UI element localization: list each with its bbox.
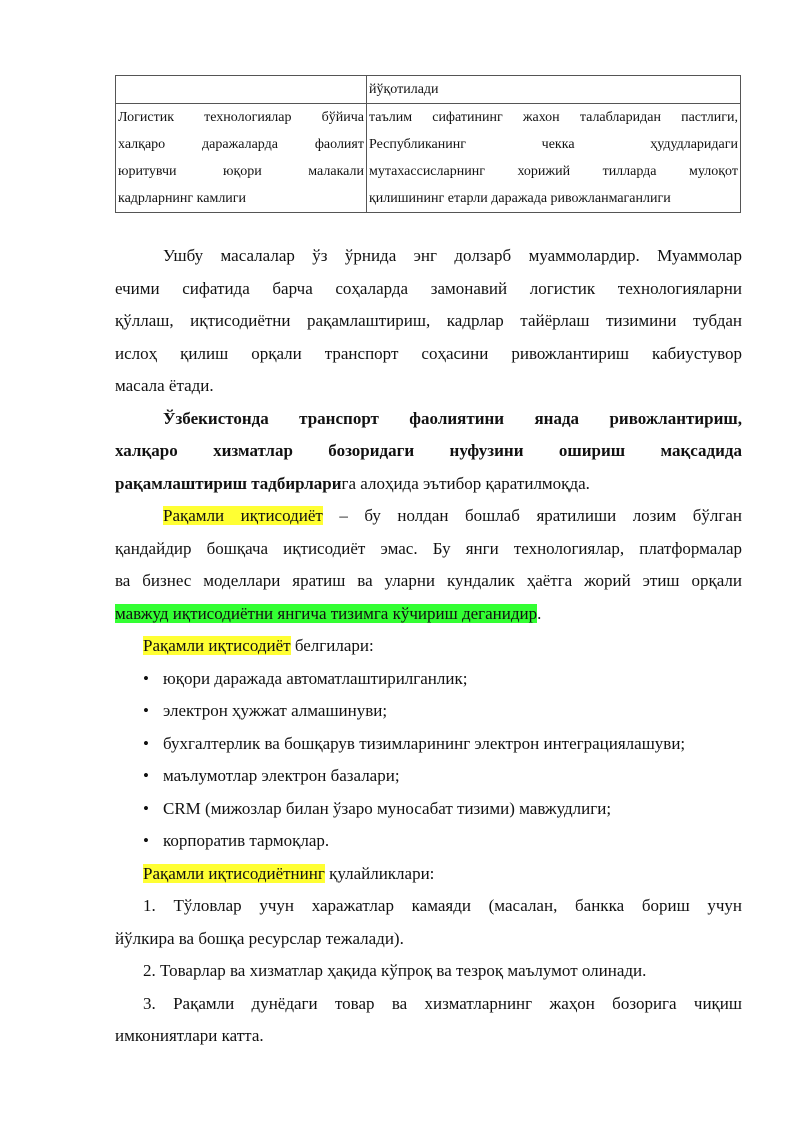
list-item: • бухгалтерлик ва бошқарув тизимларининг электрон интеграциялашуви; <box>115 728 742 761</box>
list-item: • корпоратив тармоқлар. <box>115 825 742 858</box>
list-item: • CRM (мижозлар билан ўзаро муносабат тизими) мавжудлиги; <box>115 793 742 826</box>
table-cell-right <box>367 104 741 213</box>
bullet-icon: • <box>143 798 149 818</box>
paragraph-digital-economy <box>115 500 742 630</box>
bullet-icon: • <box>143 701 149 720</box>
text-line: халқаро хизматлар бозоридаги нуфузини ошириш мақсадида <box>115 441 742 460</box>
table-cell-empty <box>116 76 367 104</box>
text-line: Ушбу масалалар ўз ўрнида энг долзарб муаммолардир. Муаммолар <box>163 246 742 265</box>
cell-line: мутахассисларнинг хорижий тилларда мулоқот <box>369 164 738 179</box>
cell-line: қилишининг етарли даражада ривожланмаганлиги <box>369 191 671 206</box>
benefit-item-1 <box>115 890 742 955</box>
highlighted-term: Рақамли иқтисодиёт <box>143 636 291 655</box>
text-line: қандайдир бошқача иқтисодиёт эмас. Бу янги технологиялар, платформалар <box>115 538 742 558</box>
text-line: ва бизнес моделлари яратиш ва уларни кундалик ҳаётга жорий этиш орқали <box>115 571 742 590</box>
bullet-icon: • <box>143 766 149 785</box>
benefit-item-2: 2. Товарлар ва хизматлар ҳақида кўпроқ ва тезроқ маълумот олинади. <box>143 961 647 980</box>
bullet-icon: • <box>143 668 149 688</box>
paragraph-uzbekistan <box>115 403 742 501</box>
text-line: 3. Рақамли дунёдаги товар ва хизматларнинг жаҳон бозорига чиқиш <box>143 993 742 1013</box>
paragraph-problems <box>115 240 742 403</box>
cell-line: Логистик технологиялар бўйича <box>118 110 364 125</box>
benefits-heading: Рақамли иқтисодиётнинг қулайликлари: <box>143 863 435 883</box>
list-item: • маълумотлар электрон базалари; <box>115 760 742 793</box>
table-row <box>116 76 741 104</box>
cell-line: юритувчи юқори малакали <box>118 164 364 179</box>
table-row <box>116 104 741 213</box>
highlighted-term: Рақамли иқтисодиёт <box>163 506 323 525</box>
bullet-icon: • <box>143 831 149 850</box>
table-cell: йўқотилади <box>367 76 741 104</box>
highlighted-term: Рақамли иқтисодиётнинг <box>143 863 325 883</box>
text-line: мавжуд иқтисодиётни янгича тизимга кўчириш деганидир. <box>115 603 542 623</box>
list-item: • электрон ҳужжат алмашинуви; <box>115 695 742 728</box>
bullet-icon: • <box>143 733 149 753</box>
text-line: йўлкира ва бошқа ресурслар тежалади). <box>115 928 404 948</box>
text-line: Рақамли иқтисодиёт – бу нолдан бошлаб яратилиши лозим бўлган <box>163 506 743 525</box>
text-line: масала ётади. <box>115 376 214 395</box>
problems-table <box>115 75 741 213</box>
table-cell-left <box>116 104 367 213</box>
signs-list <box>115 663 742 858</box>
signs-heading: Рақамли иқтисодиёт белгилари: <box>143 636 374 655</box>
cell-line: кадрларнинг камлиги <box>118 191 247 206</box>
text-line: қўллаш, иқтисодиётни рақамлаштириш, кадрлар тайёрлаш тизимини тубдан <box>115 311 742 330</box>
highlighted-phrase: мавжуд иқтисодиётни янгича тизимга кўчириш деганидир <box>115 603 538 623</box>
text-line: ислоҳ қилиш орқали транспорт соҳасини ривожлантириш кабиустувор <box>115 343 742 363</box>
list-item: • юқори даражада автоматлаштирилганлик; <box>115 663 742 696</box>
text-line: 1. Тўловлар учун харажатлар камаяди (масалан, банкка бориш учун <box>143 896 742 915</box>
text-line: имкониятлари катта. <box>115 1026 264 1045</box>
cell-line: таълим сифатининг жахон талабларидан пастлиги, <box>369 110 738 125</box>
text-line: Ўзбекистонда транспорт фаолиятини янада ривожлантириш, <box>163 408 742 428</box>
cell-line: халқаро даражаларда фаолият <box>118 137 364 152</box>
cell-line: Республиканинг чекка ҳудудларидаги <box>369 137 738 152</box>
text-line: рақамлаштириш тадбирларига алоҳида эътибор қаратилмоқда. <box>115 473 590 493</box>
document-page <box>115 75 742 1053</box>
text-line: ечими сифатида барча соҳаларда замонавий логистик технологияларни <box>115 278 742 298</box>
benefit-item-3 <box>115 988 742 1053</box>
